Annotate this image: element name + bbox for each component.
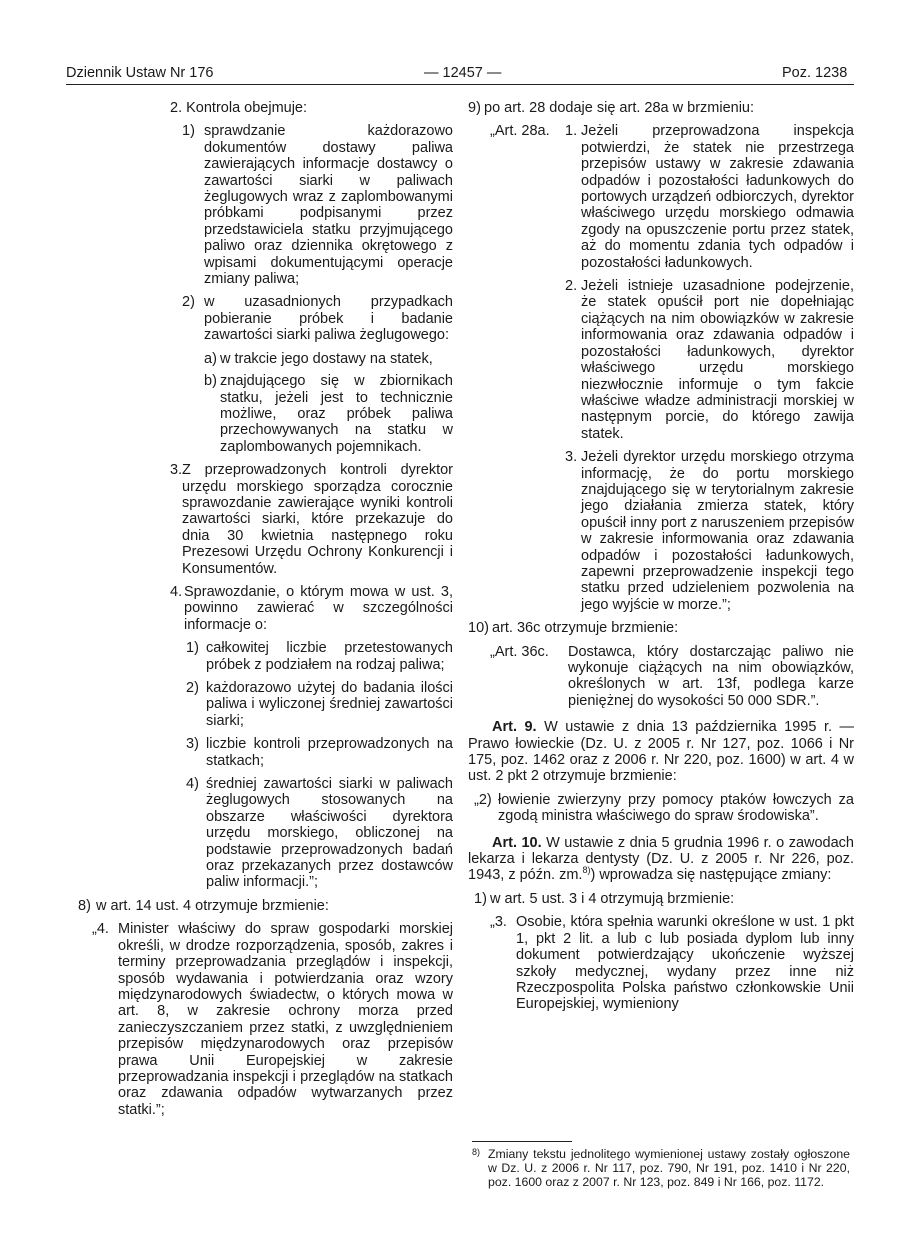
amendment-10 xyxy=(468,620,854,636)
section-3 xyxy=(170,462,453,577)
amendment-text: po art. 28 dodaje się art. 28a w brzmieniu: xyxy=(484,100,755,116)
article-paragraph xyxy=(565,449,854,613)
section-2-heading: 2. Kontrola obejmuje: xyxy=(170,100,308,116)
list-item xyxy=(186,640,453,673)
amendment-text: w art. 14 ust. 4 otrzymuje brzmienie: xyxy=(96,897,329,914)
section-text: Z przeprowadzonych kontroli dyrektor urzędu morskiego sporządza corocznie sprawozdanie zawierające wyniki kontroli zawartości siarki, które przekazuje do dnia 30 kwietnia następnego roku Prezesowi Urzędu Ochrony Konkurencji i Konsumentów. xyxy=(182,462,453,577)
quoted-provision xyxy=(490,914,854,1012)
list-item xyxy=(186,736,453,769)
item-number: 2) xyxy=(182,294,195,311)
article-text-cont: ) wprowadza się następujące zmiany: xyxy=(590,867,832,884)
item-text: liczbie kontroli przeprowadzonych na statkach; xyxy=(206,736,453,769)
paragraph-number: 1. xyxy=(565,123,578,140)
provision-number: „2) xyxy=(474,791,492,808)
item-text: w trakcie jego dostawy na statek, xyxy=(220,350,433,367)
paragraph-text: Jeżeli przeprowadzona inspekcja potwierdzi, że statek nie przestrzega przepisów ustawy w zakresie zdawania odpadów i pozostałości ładunkowych do portowych urządzeń odbiorczych, dyrektor właściwego urzędu morskiego odmawia zgody na opuszczenie portu przez statek, aż do momentu zdania tych odpadów i pozostałości ładunkowych. xyxy=(581,123,854,271)
paragraph-number: 3. xyxy=(565,449,578,466)
item-text: w uzasadnionych przypadkach pobieranie próbek i badanie zawartości siarki paliwa żeglugowego: xyxy=(204,294,453,344)
article-36c xyxy=(490,644,854,710)
footnote-rule xyxy=(472,1141,572,1142)
list-item xyxy=(182,123,453,287)
item-text: znajdującego się w zbiornikach statku, jeżeli jest to technicznie możliwe, oraz próbek paliwa przechowywanych na statku w zaplombowanych pojemnikach. xyxy=(220,373,453,455)
provision-number: „3. xyxy=(490,914,507,931)
provision-text: łowienie zwierzyny przy pomocy ptaków łowczych za zgodą ministra właściwego do spraw środowiska”. xyxy=(498,791,854,825)
amendment-text: art. 36c otrzymuje brzmienie: xyxy=(492,620,679,637)
article-label: Art. 10. xyxy=(492,834,542,851)
left-column xyxy=(70,100,453,1118)
item-text: średniej zawartości siarki w paliwach żeglugowych stosowanych na obszarze właściwości dyrektora urzędu morskiego, obliczonej na podstawie przeprowadzonych badań oraz przekazanych przez dostawców paliw informacji.”; xyxy=(206,776,453,891)
list-item xyxy=(186,776,453,891)
list-item xyxy=(204,351,453,367)
amendment-9 xyxy=(468,100,854,116)
paragraph-text: Jeżeli istnieje uzasadnione podejrzenie, że statek opuścił port nie dopełniając ciążących na nim obowiązków w zakresie informowania oraz zdawania odpadów i pozostałości ładunkowych, dyrektor właściwego urzędu morskiego niezwłocznie informuje o tym fakcie właściwe władze administracji morskiej w następnym porcie, do którego zawija statek. xyxy=(581,278,854,442)
item-text: sprawdzanie każdorazowo dokumentów dostawy paliwa zawierających informacje dostawcy o zawartości siarki w paliwach żeglugowych wraz z zaplombowanymi próbkami podpisanymi przez przedstawiciela statku przyjmującego paliwo oraz dziennika okrętowego z wpisami dokumentującymi operacje zmiany paliwa; xyxy=(204,123,453,288)
article-label: „Art. 28a. xyxy=(490,123,550,140)
article-text: W ustawie z dnia 5 grudnia 1996 r. o zawodach lekarza i lekarza dentysty (Dz. U. z 2005 r. Nr 226, poz. 1943, z późn. zm. xyxy=(468,834,854,884)
list-item xyxy=(186,680,453,729)
article-label: „Art. 36c. xyxy=(490,643,549,660)
footnote-reference: 8) xyxy=(582,865,591,876)
provision-text: Minister właściwy do spraw gospodarki morskiej określi, w drodze rozporządzenia, sposób, zakres i terminy przeprowadzania przeglądów i inspekcji, sposób wydawania i potwierdzania oraz wzory międzynarodowych świadectw, o których mowa w art. 8, w zakresie ochrony morza przed zanieczyszczaniem przez statki, z uwzględnieniem przepisów międzynarodowych oraz przepisów prawa Unii Europejskiej w zakresie przeprowadzania inspekcji i przeglądów na statkach oraz zdawania odpadów wytwarzanych przez statki.”; xyxy=(118,921,453,1118)
header-rule xyxy=(66,84,854,85)
article-paragraph xyxy=(565,123,854,271)
list-item xyxy=(204,373,453,455)
item-number: 3) xyxy=(186,736,199,753)
paragraph-text: Jeżeli dyrektor urzędu morskiego otrzyma informację, że do portu morskiego znajdującego się w terytorialnym zakresie jego działania zmierza statek, który opuścił inny port z naruszeniem przepisów w zakresie informowania oraz zdawania odpadów i pozostałości ładunkowych, zapewni przeprowadzenie inspekcji tego statku przed udzieleniem pozwolenia na jego wyjście w morze.”; xyxy=(581,449,854,613)
provision-number: „4. xyxy=(92,921,109,938)
header-position: Poz. 1238 xyxy=(782,65,848,81)
amendment-8 xyxy=(78,898,453,914)
article-label: Art. 9. xyxy=(492,719,537,736)
list-item xyxy=(182,294,453,343)
amendment-number: 9) xyxy=(468,100,481,116)
item-text: każdorazowo użytej do badania ilości paliwa i wyliczonej średniej zawartości siarki; xyxy=(206,680,453,729)
article-9 xyxy=(468,719,854,785)
right-column xyxy=(468,100,854,1013)
footnote-mark: 8) xyxy=(472,1147,481,1157)
article-paragraph xyxy=(565,278,854,442)
list-item xyxy=(474,891,854,907)
item-number: 4) xyxy=(186,776,199,793)
item-number: 1) xyxy=(474,890,487,907)
article-10 xyxy=(468,835,854,884)
item-letter: a) xyxy=(204,350,217,367)
amendment-number: 8) xyxy=(78,897,91,914)
item-text: całkowitej liczbie przetestowanych próbek z podziałem na rodzaj paliwa; xyxy=(206,640,453,673)
section-number: 3. xyxy=(170,462,183,479)
provision-text: Osobie, która spełnia warunki określone w ust. 1 pkt 1, pkt 2 lit. a lub c lub posiada dyplom lub inny dokument potwierdzający ukończenie wyższej szkoły medycznej, wydany przez inne niż Rzeczpospolita Polska państwo członkowskie Unii Europejskiej, wymieniony xyxy=(516,914,854,1013)
footnote xyxy=(472,1147,850,1190)
item-number: 2) xyxy=(186,680,199,696)
section-text: Sprawozdanie, o którym mowa w ust. 3, powinno zawierać w szczególności informacje o: xyxy=(184,583,453,633)
quoted-provision xyxy=(92,921,453,1118)
section-number: 4. xyxy=(170,583,183,600)
amendment-number: 10) xyxy=(468,620,489,637)
article-text: Dostawca, który dostarczając paliwo nie wykonuje ciążących na nim obowiązków, określonych w art. 13f, podlega karze pieniężnej do wysokości 50 000 SDR.”. xyxy=(568,643,854,709)
article-28a xyxy=(490,123,854,613)
item-number: 1) xyxy=(186,640,199,657)
quoted-provision xyxy=(474,792,854,825)
footnote-text: Zmiany tekstu jednolitego wymienionej ustawy zostały ogłoszone w Dz. U. z 2006 r. Nr 117, poz. 790, Nr 191, poz. 1410 i Nr 220, poz. 1600 oraz z 2007 r. Nr 123, poz. 849 i Nr 166, poz. 1172. xyxy=(488,1147,850,1190)
article-text: W ustawie z dnia 13 października 1995 r. — Prawo łowieckie (Dz. U. z 2005 r. Nr 127, poz. 1066 i Nr 175, poz. 1462 oraz z 2006 r. Nr 220, poz. 1600) w art. 4 w ust. 2 pkt 2 otrzymuje brzmienie: xyxy=(468,719,855,785)
header-page-number: — 12457 — xyxy=(424,65,502,81)
header-journal-title: Dziennik Ustaw Nr 176 xyxy=(66,65,214,81)
item-text: w art. 5 ust. 3 i 4 otrzymują brzmienie: xyxy=(490,890,735,907)
item-letter: b) xyxy=(204,373,217,390)
item-number: 1) xyxy=(182,123,195,140)
paragraph-number: 2. xyxy=(565,278,578,295)
section-4 xyxy=(170,584,453,633)
